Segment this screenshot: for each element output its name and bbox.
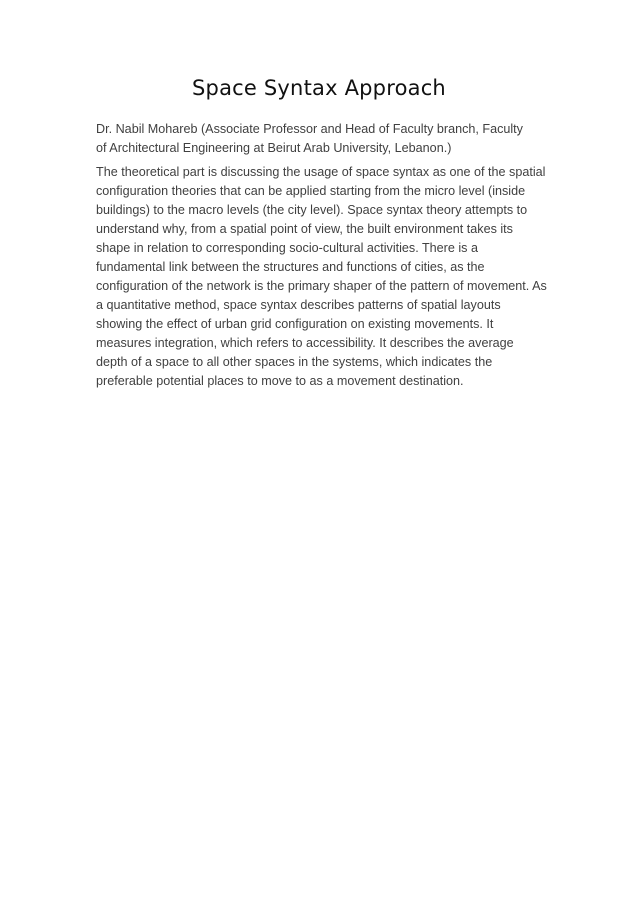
body-paragraph: The theoretical part is discussing the usage of space syntax as one of the spatial configuration theories that can be applied starting from the micro level (inside buildings) to the macro levels (the city level). Space syntax theory attempts to understand why, from a spatial point of view, the built environment takes its shape in relation to corresponding socio-cultural activities. There is a fundamental link between the structures and functions of cities, as the configuration of the network is the primary shaper of the pattern of movement. As a quantitative method, space syntax describes patterns of spatial layouts showing the effect of urban grid configuration on existing movements. It measures integration, which refers to accessibility. It describes the average depth of a space to all other spaces in the systems, which indicates the preferable potential places to move to as a movement destination. [96,165,547,388]
author-affiliation: Dr. Nabil Mohareb (Associate Professor and Head of Faculty branch, Faculty of Architectural Engineering at Beirut Arab University, Lebanon.) [96,122,523,155]
document-title: Space Syntax Approach [192,76,446,100]
